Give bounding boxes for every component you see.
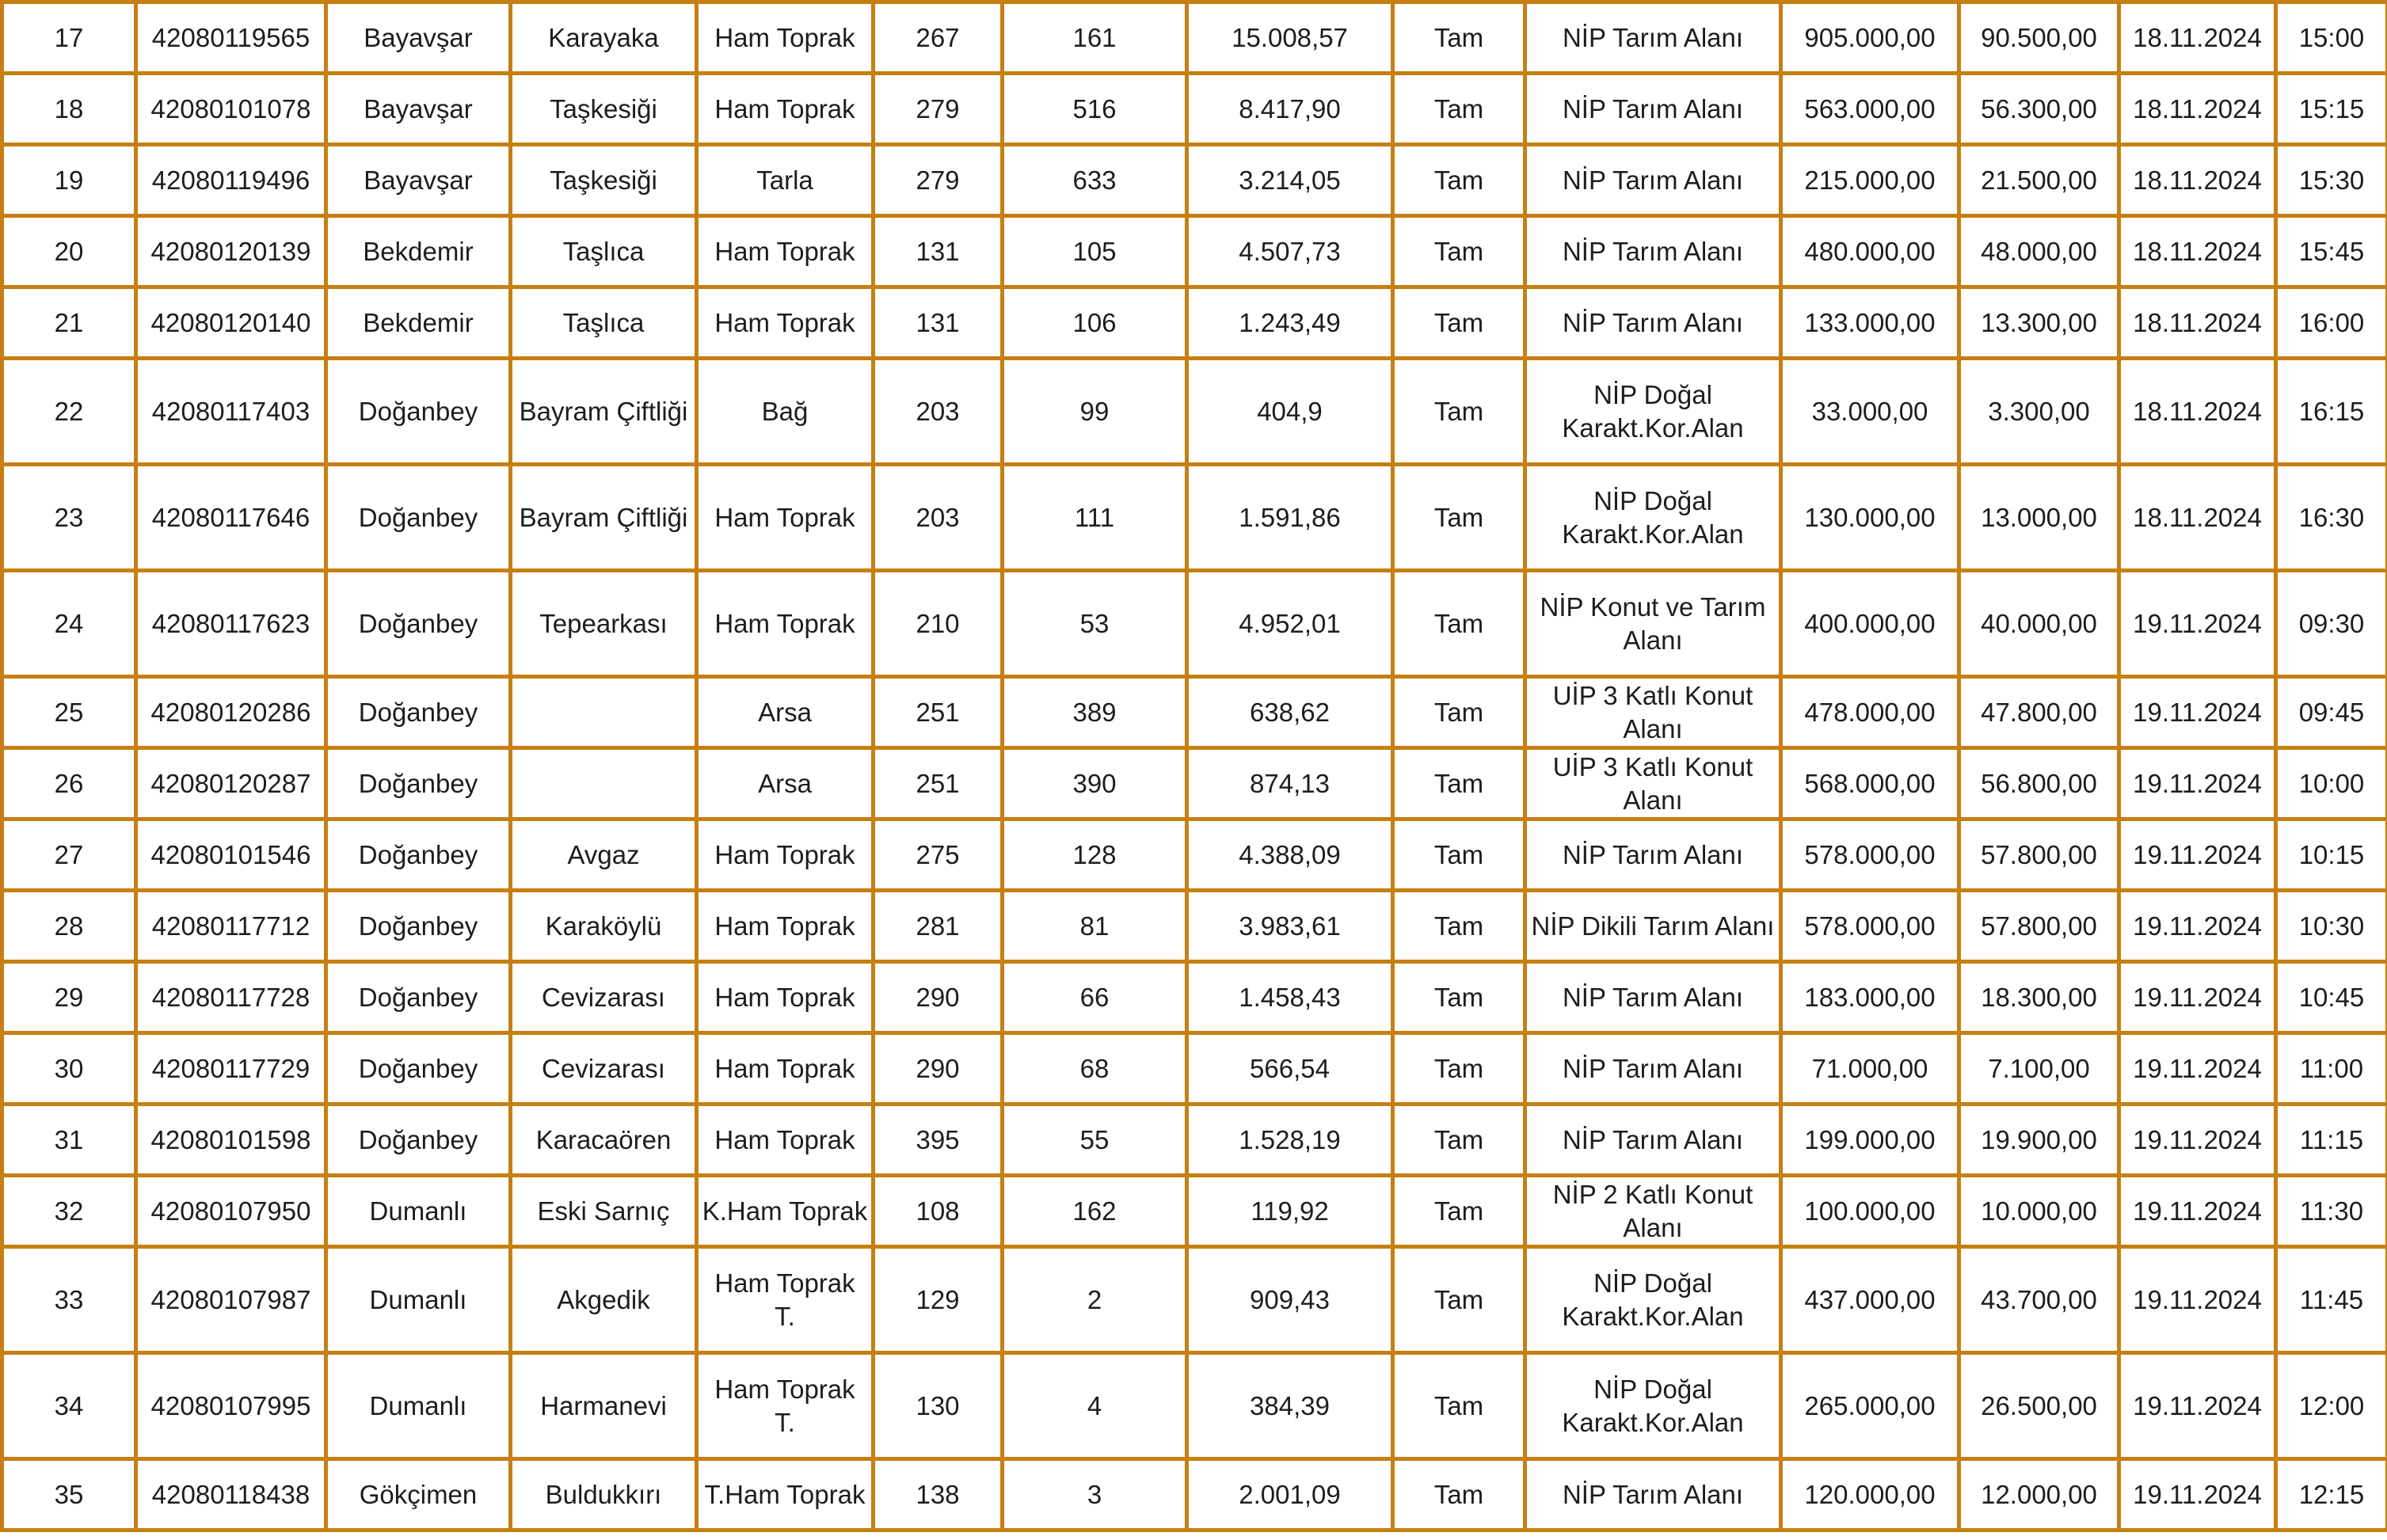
block-cell: 279 xyxy=(874,74,1003,145)
property-number-cell: 42080118438 xyxy=(136,1459,326,1530)
property-number-cell: 42080117729 xyxy=(136,1033,326,1105)
area-cell: 2.001,09 xyxy=(1187,1459,1393,1530)
zoning-cell: NİP Tarım Alanı xyxy=(1525,2,1781,74)
auction-date-cell: 18.11.2024 xyxy=(2119,2,2276,74)
auction-time-cell: 10:00 xyxy=(2276,748,2387,819)
auction-time-cell: 10:45 xyxy=(2276,962,2387,1033)
neighborhood-cell: Doğanbey xyxy=(326,359,511,465)
zoning-cell: NİP Tarım Alanı xyxy=(1525,1105,1781,1176)
land-type-cell: T.Ham Toprak xyxy=(697,1459,874,1530)
row-number-cell: 35 xyxy=(2,1459,136,1530)
auction-time-cell: 09:45 xyxy=(2276,677,2387,748)
table-row xyxy=(2,748,2387,819)
area-cell: 4.388,09 xyxy=(1187,819,1393,891)
locality-cell: Bayram Çiftliği xyxy=(511,465,697,571)
table-row xyxy=(2,1247,2387,1353)
property-number-cell: 42080120286 xyxy=(136,677,326,748)
property-number-cell: 42080120287 xyxy=(136,748,326,819)
share-cell: Tam xyxy=(1393,1353,1525,1459)
auction-time-cell: 16:15 xyxy=(2276,359,2387,465)
auction-time-cell: 12:15 xyxy=(2276,1459,2387,1530)
share-cell: Tam xyxy=(1393,216,1525,287)
block-cell: 275 xyxy=(874,819,1003,891)
deposit-cell: 48.000,00 xyxy=(1959,216,2119,287)
row-number-cell: 31 xyxy=(2,1105,136,1176)
deposit-cell: 47.800,00 xyxy=(1959,677,2119,748)
block-cell: 130 xyxy=(874,1353,1003,1459)
auction-date-cell: 19.11.2024 xyxy=(2119,1033,2276,1105)
zoning-cell: NİP Tarım Alanı xyxy=(1525,962,1781,1033)
estimated-value-cell: 905.000,00 xyxy=(1781,2,1959,74)
block-cell: 203 xyxy=(874,359,1003,465)
estimated-value-cell: 215.000,00 xyxy=(1781,145,1959,216)
locality-cell: Karayaka xyxy=(511,2,697,74)
property-number-cell: 42080107995 xyxy=(136,1353,326,1459)
neighborhood-cell: Dumanlı xyxy=(326,1353,511,1459)
share-cell: Tam xyxy=(1393,891,1525,962)
parcel-cell: 68 xyxy=(1003,1033,1187,1105)
neighborhood-cell: Gökçimen xyxy=(326,1459,511,1530)
parcel-cell: 128 xyxy=(1003,819,1187,891)
deposit-cell: 12.000,00 xyxy=(1959,1459,2119,1530)
land-type-cell: Ham Toprak T. xyxy=(697,1353,874,1459)
share-cell: Tam xyxy=(1393,819,1525,891)
area-cell: 404,9 xyxy=(1187,359,1393,465)
block-cell: 131 xyxy=(874,287,1003,359)
parcel-cell: 389 xyxy=(1003,677,1187,748)
land-type-cell: Ham Toprak xyxy=(697,216,874,287)
locality-cell: Bayram Çiftliği xyxy=(511,359,697,465)
deposit-cell: 40.000,00 xyxy=(1959,571,2119,677)
auction-date-cell: 18.11.2024 xyxy=(2119,465,2276,571)
zoning-cell: NİP Tarım Alanı xyxy=(1525,216,1781,287)
row-number-cell: 30 xyxy=(2,1033,136,1105)
table-row xyxy=(2,74,2387,145)
table-row xyxy=(2,216,2387,287)
land-type-cell: Tarla xyxy=(697,145,874,216)
row-number-cell: 18 xyxy=(2,74,136,145)
parcel-cell: 4 xyxy=(1003,1353,1187,1459)
land-type-cell: Ham Toprak xyxy=(697,962,874,1033)
auction-time-cell: 15:45 xyxy=(2276,216,2387,287)
land-type-cell: Ham Toprak T. xyxy=(697,1247,874,1353)
block-cell: 281 xyxy=(874,891,1003,962)
estimated-value-cell: 563.000,00 xyxy=(1781,74,1959,145)
zoning-cell: NİP Doğal Karakt.Kor.Alan xyxy=(1525,465,1781,571)
estimated-value-cell: 265.000,00 xyxy=(1781,1353,1959,1459)
block-cell: 129 xyxy=(874,1247,1003,1353)
neighborhood-cell: Doğanbey xyxy=(326,677,511,748)
locality-cell: Cevizarası xyxy=(511,962,697,1033)
locality-cell: Buldukkırı xyxy=(511,1459,697,1530)
parcel-table-body xyxy=(2,2,2387,1530)
auction-date-cell: 19.11.2024 xyxy=(2119,571,2276,677)
deposit-cell: 13.000,00 xyxy=(1959,465,2119,571)
neighborhood-cell: Doğanbey xyxy=(326,748,511,819)
row-number-cell: 17 xyxy=(2,2,136,74)
share-cell: Tam xyxy=(1393,1033,1525,1105)
locality-cell: Eski Sarnıç xyxy=(511,1176,697,1247)
deposit-cell: 7.100,00 xyxy=(1959,1033,2119,1105)
auction-date-cell: 18.11.2024 xyxy=(2119,145,2276,216)
estimated-value-cell: 120.000,00 xyxy=(1781,1459,1959,1530)
neighborhood-cell: Bekdemir xyxy=(326,287,511,359)
area-cell: 384,39 xyxy=(1187,1353,1393,1459)
parcel-cell: 2 xyxy=(1003,1247,1187,1353)
area-cell: 1.458,43 xyxy=(1187,962,1393,1033)
auction-time-cell: 16:00 xyxy=(2276,287,2387,359)
share-cell: Tam xyxy=(1393,962,1525,1033)
auction-date-cell: 19.11.2024 xyxy=(2119,1176,2276,1247)
table-row xyxy=(2,962,2387,1033)
property-number-cell: 42080101598 xyxy=(136,1105,326,1176)
estimated-value-cell: 71.000,00 xyxy=(1781,1033,1959,1105)
zoning-cell: UİP 3 Katlı Konut Alanı xyxy=(1525,677,1781,748)
parcel-cell: 390 xyxy=(1003,748,1187,819)
parcel-cell: 161 xyxy=(1003,2,1187,74)
row-number-cell: 34 xyxy=(2,1353,136,1459)
auction-date-cell: 19.11.2024 xyxy=(2119,1459,2276,1530)
land-type-cell: Bağ xyxy=(697,359,874,465)
land-type-cell: Ham Toprak xyxy=(697,891,874,962)
auction-time-cell: 15:00 xyxy=(2276,2,2387,74)
neighborhood-cell: Doğanbey xyxy=(326,819,511,891)
share-cell: Tam xyxy=(1393,2,1525,74)
zoning-cell: NİP Tarım Alanı xyxy=(1525,74,1781,145)
table-row xyxy=(2,677,2387,748)
block-cell: 251 xyxy=(874,677,1003,748)
area-cell: 119,92 xyxy=(1187,1176,1393,1247)
area-cell: 3.214,05 xyxy=(1187,145,1393,216)
locality-cell: Cevizarası xyxy=(511,1033,697,1105)
auction-date-cell: 19.11.2024 xyxy=(2119,748,2276,819)
auction-time-cell: 11:30 xyxy=(2276,1176,2387,1247)
table-row xyxy=(2,145,2387,216)
auction-date-cell: 19.11.2024 xyxy=(2119,819,2276,891)
area-cell: 1.528,19 xyxy=(1187,1105,1393,1176)
table-row xyxy=(2,287,2387,359)
block-cell: 131 xyxy=(874,216,1003,287)
parcel-cell: 55 xyxy=(1003,1105,1187,1176)
deposit-cell: 57.800,00 xyxy=(1959,819,2119,891)
property-number-cell: 42080119496 xyxy=(136,145,326,216)
land-type-cell: Ham Toprak xyxy=(697,287,874,359)
auction-time-cell: 09:30 xyxy=(2276,571,2387,677)
area-cell: 1.591,86 xyxy=(1187,465,1393,571)
deposit-cell: 43.700,00 xyxy=(1959,1247,2119,1353)
auction-time-cell: 12:00 xyxy=(2276,1353,2387,1459)
property-number-cell: 42080120140 xyxy=(136,287,326,359)
land-type-cell: Ham Toprak xyxy=(697,465,874,571)
block-cell: 210 xyxy=(874,571,1003,677)
neighborhood-cell: Bayavşar xyxy=(326,2,511,74)
area-cell: 874,13 xyxy=(1187,748,1393,819)
parcel-cell: 81 xyxy=(1003,891,1187,962)
parcel-cell: 66 xyxy=(1003,962,1187,1033)
block-cell: 108 xyxy=(874,1176,1003,1247)
area-cell: 8.417,90 xyxy=(1187,74,1393,145)
row-number-cell: 29 xyxy=(2,962,136,1033)
table-row xyxy=(2,891,2387,962)
row-number-cell: 26 xyxy=(2,748,136,819)
row-number-cell: 20 xyxy=(2,216,136,287)
auction-date-cell: 19.11.2024 xyxy=(2119,1105,2276,1176)
auction-date-cell: 19.11.2024 xyxy=(2119,1247,2276,1353)
zoning-cell: NİP Doğal Karakt.Kor.Alan xyxy=(1525,1353,1781,1459)
auction-date-cell: 19.11.2024 xyxy=(2119,962,2276,1033)
area-cell: 566,54 xyxy=(1187,1033,1393,1105)
locality-cell: Taşkesiği xyxy=(511,145,697,216)
area-cell: 638,62 xyxy=(1187,677,1393,748)
locality-cell: Avgaz xyxy=(511,819,697,891)
zoning-cell: NİP Dikili Tarım Alanı xyxy=(1525,891,1781,962)
neighborhood-cell: Dumanlı xyxy=(326,1247,511,1353)
estimated-value-cell: 480.000,00 xyxy=(1781,216,1959,287)
table-row xyxy=(2,819,2387,891)
share-cell: Tam xyxy=(1393,748,1525,819)
share-cell: Tam xyxy=(1393,1176,1525,1247)
estimated-value-cell: 130.000,00 xyxy=(1781,465,1959,571)
parcel-cell: 106 xyxy=(1003,287,1187,359)
parcel-cell: 516 xyxy=(1003,74,1187,145)
auction-date-cell: 19.11.2024 xyxy=(2119,891,2276,962)
auction-time-cell: 15:30 xyxy=(2276,145,2387,216)
row-number-cell: 22 xyxy=(2,359,136,465)
parcel-cell: 53 xyxy=(1003,571,1187,677)
land-type-cell: Arsa xyxy=(697,748,874,819)
row-number-cell: 24 xyxy=(2,571,136,677)
neighborhood-cell: Doğanbey xyxy=(326,891,511,962)
deposit-cell: 56.300,00 xyxy=(1959,74,2119,145)
neighborhood-cell: Bekdemir xyxy=(326,216,511,287)
locality-cell xyxy=(511,677,697,748)
deposit-cell: 21.500,00 xyxy=(1959,145,2119,216)
neighborhood-cell: Doğanbey xyxy=(326,571,511,677)
auction-date-cell: 18.11.2024 xyxy=(2119,287,2276,359)
zoning-cell: NİP 2 Katlı Konut Alanı xyxy=(1525,1176,1781,1247)
neighborhood-cell: Doğanbey xyxy=(326,1105,511,1176)
table-row xyxy=(2,1353,2387,1459)
zoning-cell: NİP Tarım Alanı xyxy=(1525,819,1781,891)
block-cell: 290 xyxy=(874,1033,1003,1105)
locality-cell xyxy=(511,748,697,819)
table-row xyxy=(2,2,2387,74)
area-cell: 15.008,57 xyxy=(1187,2,1393,74)
area-cell: 4.507,73 xyxy=(1187,216,1393,287)
share-cell: Tam xyxy=(1393,465,1525,571)
zoning-cell: NİP Doğal Karakt.Kor.Alan xyxy=(1525,359,1781,465)
property-number-cell: 42080107950 xyxy=(136,1176,326,1247)
share-cell: Tam xyxy=(1393,145,1525,216)
property-number-cell: 42080117712 xyxy=(136,891,326,962)
property-number-cell: 42080120139 xyxy=(136,216,326,287)
share-cell: Tam xyxy=(1393,1459,1525,1530)
share-cell: Tam xyxy=(1393,677,1525,748)
land-type-cell: Ham Toprak xyxy=(697,819,874,891)
table-row xyxy=(2,1033,2387,1105)
land-type-cell: Ham Toprak xyxy=(697,2,874,74)
property-number-cell: 42080101078 xyxy=(136,74,326,145)
zoning-cell: NİP Tarım Alanı xyxy=(1525,145,1781,216)
row-number-cell: 32 xyxy=(2,1176,136,1247)
locality-cell: Tepearkası xyxy=(511,571,697,677)
row-number-cell: 27 xyxy=(2,819,136,891)
deposit-cell: 26.500,00 xyxy=(1959,1353,2119,1459)
property-number-cell: 42080117403 xyxy=(136,359,326,465)
neighborhood-cell: Bayavşar xyxy=(326,74,511,145)
parcel-cell: 111 xyxy=(1003,465,1187,571)
deposit-cell: 19.900,00 xyxy=(1959,1105,2119,1176)
estimated-value-cell: 400.000,00 xyxy=(1781,571,1959,677)
locality-cell: Karaköylü xyxy=(511,891,697,962)
area-cell: 4.952,01 xyxy=(1187,571,1393,677)
deposit-cell: 56.800,00 xyxy=(1959,748,2119,819)
neighborhood-cell: Dumanlı xyxy=(326,1176,511,1247)
block-cell: 395 xyxy=(874,1105,1003,1176)
estimated-value-cell: 578.000,00 xyxy=(1781,891,1959,962)
auction-date-cell: 18.11.2024 xyxy=(2119,74,2276,145)
parcel-cell: 105 xyxy=(1003,216,1187,287)
neighborhood-cell: Doğanbey xyxy=(326,1033,511,1105)
land-type-cell: Ham Toprak xyxy=(697,74,874,145)
auction-date-cell: 19.11.2024 xyxy=(2119,677,2276,748)
parcel-cell: 3 xyxy=(1003,1459,1187,1530)
land-type-cell: K.Ham Toprak xyxy=(697,1176,874,1247)
neighborhood-cell: Doğanbey xyxy=(326,465,511,571)
auction-date-cell: 18.11.2024 xyxy=(2119,359,2276,465)
property-number-cell: 42080117646 xyxy=(136,465,326,571)
block-cell: 267 xyxy=(874,2,1003,74)
table-row xyxy=(2,465,2387,571)
land-type-cell: Ham Toprak xyxy=(697,1105,874,1176)
area-cell: 3.983,61 xyxy=(1187,891,1393,962)
zoning-cell: NİP Konut ve Tarım Alanı xyxy=(1525,571,1781,677)
block-cell: 251 xyxy=(874,748,1003,819)
table-row xyxy=(2,1105,2387,1176)
locality-cell: Karacaören xyxy=(511,1105,697,1176)
property-number-cell: 42080119565 xyxy=(136,2,326,74)
estimated-value-cell: 478.000,00 xyxy=(1781,677,1959,748)
area-cell: 1.243,49 xyxy=(1187,287,1393,359)
block-cell: 279 xyxy=(874,145,1003,216)
auction-time-cell: 10:15 xyxy=(2276,819,2387,891)
neighborhood-cell: Bayavşar xyxy=(326,145,511,216)
table-row xyxy=(2,571,2387,677)
zoning-cell: NİP Tarım Alanı xyxy=(1525,1459,1781,1530)
row-number-cell: 19 xyxy=(2,145,136,216)
locality-cell: Taşkesiği xyxy=(511,74,697,145)
property-number-cell: 42080107987 xyxy=(136,1247,326,1353)
zoning-cell: NİP Doğal Karakt.Kor.Alan xyxy=(1525,1247,1781,1353)
auction-time-cell: 15:15 xyxy=(2276,74,2387,145)
share-cell: Tam xyxy=(1393,1247,1525,1353)
auction-date-cell: 18.11.2024 xyxy=(2119,216,2276,287)
zoning-cell: NİP Tarım Alanı xyxy=(1525,287,1781,359)
estimated-value-cell: 568.000,00 xyxy=(1781,748,1959,819)
estimated-value-cell: 437.000,00 xyxy=(1781,1247,1959,1353)
row-number-cell: 25 xyxy=(2,677,136,748)
row-number-cell: 28 xyxy=(2,891,136,962)
zoning-cell: NİP Tarım Alanı xyxy=(1525,1033,1781,1105)
share-cell: Tam xyxy=(1393,359,1525,465)
deposit-cell: 13.300,00 xyxy=(1959,287,2119,359)
share-cell: Tam xyxy=(1393,287,1525,359)
locality-cell: Taşlıca xyxy=(511,216,697,287)
parcel-cell: 162 xyxy=(1003,1176,1187,1247)
land-type-cell: Ham Toprak xyxy=(697,1033,874,1105)
locality-cell: Taşlıca xyxy=(511,287,697,359)
neighborhood-cell: Doğanbey xyxy=(326,962,511,1033)
share-cell: Tam xyxy=(1393,1105,1525,1176)
row-number-cell: 33 xyxy=(2,1247,136,1353)
auction-date-cell: 19.11.2024 xyxy=(2119,1353,2276,1459)
block-cell: 138 xyxy=(874,1459,1003,1530)
auction-time-cell: 10:30 xyxy=(2276,891,2387,962)
deposit-cell: 90.500,00 xyxy=(1959,2,2119,74)
auction-time-cell: 11:15 xyxy=(2276,1105,2387,1176)
estimated-value-cell: 100.000,00 xyxy=(1781,1176,1959,1247)
auction-time-cell: 11:00 xyxy=(2276,1033,2387,1105)
deposit-cell: 3.300,00 xyxy=(1959,359,2119,465)
block-cell: 290 xyxy=(874,962,1003,1033)
land-type-cell: Arsa xyxy=(697,677,874,748)
row-number-cell: 21 xyxy=(2,287,136,359)
locality-cell: Harmanevi xyxy=(511,1353,697,1459)
deposit-cell: 10.000,00 xyxy=(1959,1176,2119,1247)
parcel-cell: 633 xyxy=(1003,145,1187,216)
table-row xyxy=(2,1176,2387,1247)
estimated-value-cell: 33.000,00 xyxy=(1781,359,1959,465)
estimated-value-cell: 183.000,00 xyxy=(1781,962,1959,1033)
zoning-cell: UİP 3 Katlı Konut Alanı xyxy=(1525,748,1781,819)
table-row xyxy=(2,1459,2387,1530)
auction-time-cell: 16:30 xyxy=(2276,465,2387,571)
table-row xyxy=(2,359,2387,465)
parcel-cell: 99 xyxy=(1003,359,1187,465)
estimated-value-cell: 199.000,00 xyxy=(1781,1105,1959,1176)
property-number-cell: 42080117623 xyxy=(136,571,326,677)
property-number-cell: 42080101546 xyxy=(136,819,326,891)
row-number-cell: 23 xyxy=(2,465,136,571)
locality-cell: Akgedik xyxy=(511,1247,697,1353)
auction-time-cell: 11:45 xyxy=(2276,1247,2387,1353)
estimated-value-cell: 578.000,00 xyxy=(1781,819,1959,891)
block-cell: 203 xyxy=(874,465,1003,571)
property-number-cell: 42080117728 xyxy=(136,962,326,1033)
deposit-cell: 57.800,00 xyxy=(1959,891,2119,962)
area-cell: 909,43 xyxy=(1187,1247,1393,1353)
land-type-cell: Ham Toprak xyxy=(697,571,874,677)
share-cell: Tam xyxy=(1393,74,1525,145)
estimated-value-cell: 133.000,00 xyxy=(1781,287,1959,359)
share-cell: Tam xyxy=(1393,571,1525,677)
deposit-cell: 18.300,00 xyxy=(1959,962,2119,1033)
